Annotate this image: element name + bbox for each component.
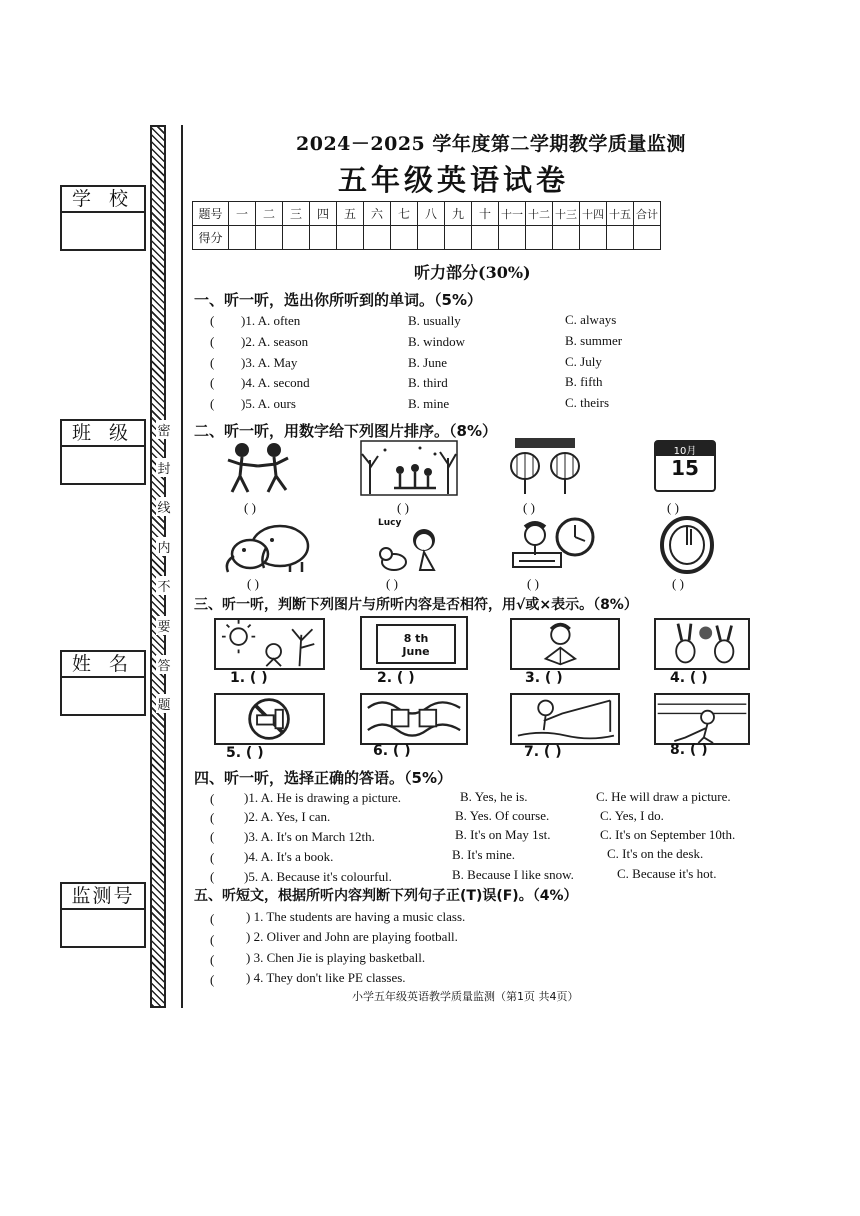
seal-char: 内 (156, 537, 172, 556)
score-cell[interactable] (283, 226, 310, 250)
statement-text: ) 2. Oliver and John are playing football. (246, 929, 458, 944)
answer-paren[interactable]: ( (210, 952, 215, 967)
answer-paren[interactable]: ( (210, 869, 215, 884)
answer-paren[interactable]: ( (210, 375, 215, 390)
score-cell[interactable] (634, 226, 661, 250)
score-cell[interactable] (445, 226, 472, 250)
score-cell[interactable] (364, 226, 391, 250)
school-label: 学 校 (62, 187, 144, 213)
option-b: B. June (408, 355, 447, 370)
section4-title: 四、听一听，选择正确的答语。（5%） (194, 769, 452, 787)
answer-paren[interactable]: ( (210, 972, 215, 987)
exam-title-line2: 五年级英语试卷 (338, 163, 570, 197)
calendar-month: 10月 (656, 442, 714, 456)
binding-line (181, 125, 183, 1008)
winter-snow-scene-image (360, 440, 458, 496)
option-b: B. window (408, 334, 466, 349)
judge-caption[interactable]: 4. ( ) (670, 670, 708, 686)
date-card-month: June (402, 645, 430, 658)
seal-char: 密 (156, 420, 172, 439)
answer-paren[interactable]: ( (210, 850, 215, 865)
option-a: )2. A. Yes, I can. (244, 809, 331, 824)
no-food-sign-image (214, 693, 325, 745)
lucy-girl-image (372, 518, 452, 576)
animals-pattern-image (360, 693, 468, 745)
score-cell[interactable] (229, 226, 256, 250)
score-table-column: 三 (283, 202, 310, 226)
option-a: )2. A. season (241, 334, 309, 349)
order-blank[interactable]: ( ) (244, 500, 256, 515)
score-cell[interactable] (418, 226, 445, 250)
lucy-label: Lucy (378, 518, 402, 528)
score-table-column: 十 (472, 202, 499, 226)
option-b: B. third (408, 375, 448, 390)
order-blank[interactable]: ( ) (672, 576, 684, 591)
order-blank[interactable]: ( ) (523, 500, 535, 515)
option-c: C. July (565, 354, 602, 369)
score-table-column: 十五 (607, 202, 634, 226)
score-table-column: 五 (337, 202, 364, 226)
statement-text: ) 4. They don't like PE classes. (246, 970, 406, 985)
school-field (60, 185, 146, 251)
answer-paren[interactable]: ( (210, 334, 215, 349)
date-card-day: 8 th (403, 632, 429, 645)
option-c: C. theirs (565, 395, 610, 410)
score-table-row-label: 得分 (193, 226, 229, 250)
option-a: )4. A. It's a book. (244, 849, 334, 864)
judge-caption[interactable]: 2. ( ) (377, 670, 415, 686)
score-table-header-row (193, 202, 661, 226)
option-c: C. always (565, 312, 617, 327)
judge-caption[interactable]: 3. ( ) (525, 670, 563, 686)
option-b: B. Yes, he is. (460, 789, 528, 804)
monitor-number-label: 监测号 (62, 884, 144, 910)
option-c: C. It's on September 10th. (600, 827, 736, 842)
score-cell[interactable] (310, 226, 337, 250)
class-label: 班 级 (62, 421, 144, 447)
order-blank[interactable]: ( ) (667, 500, 679, 515)
option-c: B. fifth (565, 374, 603, 389)
binding-hatch-strip (150, 125, 166, 1008)
date-card-image (360, 616, 468, 670)
score-cell[interactable] (580, 226, 607, 250)
answer-paren[interactable]: ( (210, 810, 215, 825)
score-cell[interactable] (337, 226, 364, 250)
option-c: C. Because it's hot. (617, 866, 717, 881)
listening-part-title: 听力部分(30%) (414, 263, 531, 282)
statement-text: ) 3. Chen Jie is playing basketball. (246, 950, 426, 965)
order-blank[interactable]: ( ) (386, 576, 398, 591)
name-field (60, 650, 146, 716)
girl-reading-image (510, 618, 620, 670)
rabbits-image (654, 618, 750, 670)
judge-caption[interactable]: 7. ( ) (524, 744, 562, 760)
option-c: C. It's on the desk. (607, 846, 704, 861)
score-table-column: 十三 (553, 202, 580, 226)
sweeping-image (654, 693, 750, 745)
dancing-kids-image (218, 440, 298, 496)
seal-char: 要 (156, 616, 172, 635)
answer-paren[interactable]: ( (210, 791, 215, 806)
order-blank[interactable]: ( ) (527, 576, 539, 591)
answer-paren[interactable]: ( (210, 932, 215, 947)
option-a: )3. A. May (241, 355, 298, 370)
option-b: B. usually (408, 313, 461, 328)
sunny-scene-image (214, 618, 325, 670)
score-table-column: 九 (445, 202, 472, 226)
seal-char: 线 (156, 497, 172, 516)
score-table-column: 十四 (580, 202, 607, 226)
seal-char: 封 (156, 458, 172, 477)
score-table (192, 201, 661, 250)
calendar-image (654, 440, 716, 492)
name-label: 姓 名 (62, 652, 144, 678)
option-a: )3. A. It's on March 12th. (244, 829, 375, 844)
option-a: )5. A. ours (241, 396, 296, 411)
score-cell[interactable] (499, 226, 526, 250)
judge-caption[interactable]: 5. ( ) (226, 745, 264, 761)
statement-text: ) 1. The students are having a music class. (246, 909, 466, 924)
score-cell[interactable] (472, 226, 499, 250)
class-field (60, 419, 146, 485)
score-table-column: 二 (256, 202, 283, 226)
name-blank[interactable] (62, 678, 144, 714)
score-cell[interactable] (256, 226, 283, 250)
option-a: )5. A. Because it's colourful. (244, 869, 392, 884)
option-a: )4. A. second (241, 375, 310, 390)
option-b: B. It's mine. (452, 847, 516, 862)
score-table-column: 十一 (499, 202, 526, 226)
answer-paren[interactable]: ( (210, 313, 215, 328)
option-c: C. He will draw a picture. (596, 789, 731, 804)
score-table-score-row (193, 226, 661, 250)
order-blank[interactable]: ( ) (397, 500, 409, 515)
score-table-column: 四 (310, 202, 337, 226)
monitor-number-blank[interactable] (62, 910, 144, 946)
option-b: B. mine (408, 396, 450, 411)
option-b: B. Because I like snow. (452, 867, 574, 882)
school-blank[interactable] (62, 213, 144, 249)
judge-caption[interactable]: 8. ( ) (670, 742, 708, 758)
score-cell[interactable] (526, 226, 553, 250)
score-cell[interactable] (607, 226, 634, 250)
score-table-row-label: 题号 (193, 202, 229, 226)
option-b: B. It's on May 1st. (455, 827, 551, 842)
answer-paren[interactable]: ( (210, 829, 215, 844)
class-blank[interactable] (62, 447, 144, 483)
lanterns-image (505, 438, 585, 498)
fishing-image (510, 693, 620, 745)
score-table-column: 七 (391, 202, 418, 226)
score-table-column: 合计 (634, 202, 661, 226)
option-a: )1. A. He is drawing a picture. (244, 790, 402, 805)
clock-dial-image (658, 515, 716, 575)
answer-paren[interactable]: ( (210, 911, 215, 926)
section3-title: 三、听一听，判断下列图片与所听内容是否相符，用√或×表示。（8%） (194, 597, 638, 613)
seal-char: 不 (156, 576, 172, 595)
page-footer: 小学五年级英语教学质量监测（第1页 共4页） (352, 990, 579, 1003)
judge-caption[interactable]: 1. ( ) (230, 670, 268, 686)
answer-paren[interactable]: ( (210, 396, 215, 411)
section5-title: 五、听短文，根据所听内容判断下列句子正(T)误(F)。（4%） (194, 888, 578, 904)
answer-paren[interactable]: ( (210, 355, 215, 370)
score-table-column: 六 (364, 202, 391, 226)
seal-char: 题 (156, 694, 172, 713)
exam-title-line1: 2024－2025 学年度第二学期教学质量监测 (296, 133, 686, 155)
score-table-column: 一 (229, 202, 256, 226)
boy-with-clock-image (505, 515, 595, 575)
order-blank[interactable]: ( ) (247, 576, 259, 591)
option-b: B. Yes. Of course. (455, 808, 550, 823)
section1-title: 一、听一听，选出你所听到的单词。（5%） (194, 291, 482, 309)
section2-title: 二、听一听，用数字给下列图片排序。（8%） (194, 422, 497, 440)
option-a: )1. A. often (241, 313, 301, 328)
judge-caption[interactable]: 6. ( ) (373, 743, 411, 759)
monitor-number-field (60, 882, 146, 948)
score-cell[interactable] (391, 226, 418, 250)
calendar-day: 15 (671, 456, 699, 480)
seal-char: 答 (156, 655, 172, 674)
score-table-column: 八 (418, 202, 445, 226)
option-c: B. summer (565, 333, 623, 348)
elephants-image (220, 518, 316, 574)
score-cell[interactable] (553, 226, 580, 250)
option-c: C. Yes, I do. (600, 808, 664, 823)
score-table-column: 十二 (526, 202, 553, 226)
